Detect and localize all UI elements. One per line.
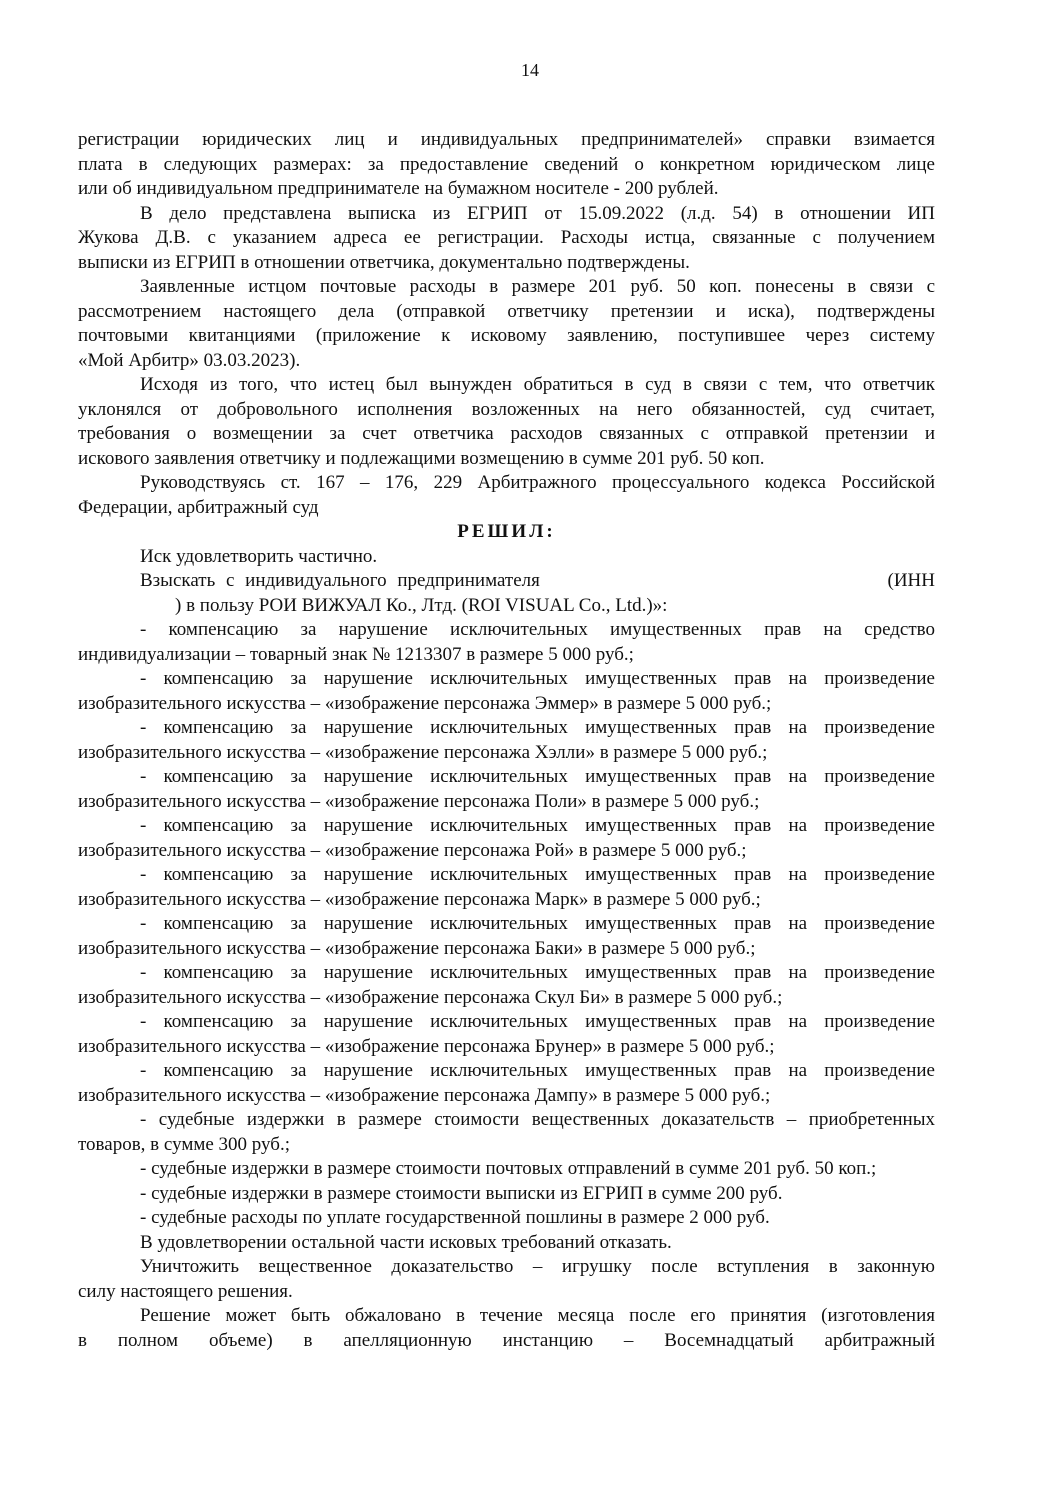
text-line: искового заявления ответчику и подлежащими возмещению в сумме 201 руб. 50 коп. xyxy=(78,447,765,469)
text-fragment: Взыскать с индивидуального предпринимателя xyxy=(140,570,540,591)
paragraph xyxy=(78,863,935,912)
text-line: индивидуализации – товарный знак № 1213307 в размере 5 000 руб.; xyxy=(78,643,634,665)
text-line: Заявленные истцом почтовые расходы в размере 201 руб. 50 коп. понесены в связи с xyxy=(140,276,935,297)
paragraph xyxy=(78,912,935,961)
text-line: - судебные издержки в размере стоимости выписки из ЕГРИП в сумме 200 руб. xyxy=(140,1182,783,1204)
text-line: - компенсацию за нарушение исключительных имущественных прав на средство xyxy=(140,619,935,640)
paragraph xyxy=(78,594,935,619)
text-line: требования о возмещении за счет ответчика расходов связанных с отправкой претензии и xyxy=(78,423,935,444)
paragraph xyxy=(78,1182,935,1207)
paragraph xyxy=(78,275,935,373)
text-line: изобразительного искусства – «изображение персонажа Хэлли» в размере 5 000 руб.; xyxy=(78,741,768,763)
paragraph xyxy=(78,667,935,716)
paragraph xyxy=(78,1157,935,1182)
text-line: «Мой Арбитр» 03.03.2023). xyxy=(78,349,301,371)
paragraph xyxy=(78,1231,935,1256)
text-line: Исходя из того, что истец был вынужден обратиться в суд в связи с тем, что ответчик xyxy=(140,374,935,395)
text-line: изобразительного искусства – «изображение персонажа Поли» в размере 5 000 руб.; xyxy=(78,790,760,812)
text-line: - компенсацию за нарушение исключительных имущественных прав на произведение xyxy=(140,1060,935,1081)
paragraph xyxy=(78,471,935,520)
paragraph xyxy=(78,716,935,765)
text-line: выписки из ЕГРИП в отношении ответчика, документально подтверждены. xyxy=(78,251,690,273)
text-line: - судебные расходы по уплате государственной пошлины в размере 2 000 руб. xyxy=(140,1207,770,1228)
text-line: или об индивидуальном предпринимателе на бумажном носителе - 200 рублей. xyxy=(78,178,719,199)
text-line: изобразительного искусства – «изображение персонажа Баки» в размере 5 000 руб.; xyxy=(78,937,756,959)
text-line: ) в пользу РОИ ВИЖУАЛ Ко., Лтд. (ROI VISUAL Co., Ltd.)»: xyxy=(175,594,668,616)
page-number: 14 xyxy=(521,60,539,80)
text-line: - компенсацию за нарушение исключительных имущественных прав на произведение xyxy=(140,1011,935,1032)
paragraph xyxy=(78,1304,935,1353)
text-line: В удовлетворении остальной части исковых требований отказать. xyxy=(140,1231,672,1253)
text-line: в полном объеме) в апелляционную инстанцию – Восемнадцатый арбитражный xyxy=(78,1329,935,1351)
text-line: РЕШИЛ: xyxy=(457,521,556,542)
text-line: - компенсацию за нарушение исключительных имущественных прав на произведение xyxy=(140,962,935,983)
text-line: изобразительного искусства – «изображение персонажа Марк» в размере 5 000 руб.; xyxy=(78,888,761,910)
section-heading xyxy=(78,520,935,545)
text-line: - компенсацию за нарушение исключительных имущественных прав на произведение xyxy=(140,815,935,836)
text-line: - судебные издержки в размере стоимости вещественных доказательств – приобретенных xyxy=(140,1109,935,1130)
text-line: изобразительного искусства – «изображение персонажа Рой» в размере 5 000 руб.; xyxy=(78,839,747,861)
paragraph xyxy=(78,128,935,202)
text-line: Жукова Д.В. с указанием адреса ее регистрации. Расходы истца, связанные с получением xyxy=(78,227,935,248)
paragraph xyxy=(78,1206,935,1231)
text-line: товаров, в сумме 300 руб.; xyxy=(78,1133,291,1155)
paragraph xyxy=(78,1010,935,1059)
paragraph xyxy=(78,814,935,863)
paragraph xyxy=(78,1108,935,1157)
text-line: изобразительного искусства – «изображение персонажа Дампу» в размере 5 000 руб.; xyxy=(78,1084,771,1106)
text-line xyxy=(78,569,935,594)
paragraph xyxy=(78,1255,935,1304)
text-line: В дело представлена выписка из ЕГРИП от 15.09.2022 (л.д. 54) в отношении ИП xyxy=(140,202,935,224)
text-line: силу настоящего решения. xyxy=(78,1280,293,1302)
text-line: Уничтожить вещественное доказательство – игрушку после вступления в законную xyxy=(140,1256,935,1277)
text-line: - компенсацию за нарушение исключительных имущественных прав на произведение xyxy=(140,668,935,689)
text-line: Иск удовлетворить частично. xyxy=(140,545,378,567)
paragraph xyxy=(78,545,935,570)
text-line: Федерации, арбитражный суд xyxy=(78,496,319,518)
paragraph xyxy=(78,202,935,276)
text-line: регистрации юридических лиц и индивидуальных предпринимателей» справки взимается xyxy=(78,129,935,150)
text-line: - компенсацию за нарушение исключительных имущественных прав на произведение xyxy=(140,766,935,787)
text-line: - компенсацию за нарушение исключительных имущественных прав на произведение xyxy=(140,913,935,934)
text-line: изобразительного искусства – «изображение персонажа Брунер» в размере 5 000 руб.; xyxy=(78,1035,775,1057)
paragraph xyxy=(78,618,935,667)
paragraph xyxy=(78,1059,935,1108)
document-body xyxy=(78,128,935,1353)
text-line: - компенсацию за нарушение исключительных имущественных прав на произведение xyxy=(140,864,935,885)
paragraph xyxy=(78,765,935,814)
text-line: плата в следующих размерах: за предоставление сведений о конкретном юридическом лице xyxy=(78,153,935,175)
text-line: - судебные издержки в размере стоимости почтовых отправлений в сумме 201 руб. 50 коп.; xyxy=(140,1158,877,1179)
paragraph xyxy=(78,373,935,471)
text-line: уклонялся от добровольного исполнения возложенных на него обязанностей, суд считает, xyxy=(78,398,935,420)
text-line: изобразительного искусства – «изображение персонажа Скул Би» в размере 5 000 руб.; xyxy=(78,986,783,1008)
paragraph xyxy=(78,569,935,594)
text-line: Решение может быть обжаловано в течение месяца после его принятия (изготовления xyxy=(140,1305,935,1326)
text-fragment: (ИНН xyxy=(887,570,935,591)
paragraph xyxy=(78,961,935,1010)
text-line: Руководствуясь ст. 167 – 176, 229 Арбитражного процессуального кодекса Российской xyxy=(140,472,935,493)
text-line: рассмотрением настоящего дела (отправкой ответчику претензии и иска), подтверждены xyxy=(78,300,935,322)
text-line: почтовыми квитанциями (приложение к исковому заявлению, поступившее через систему xyxy=(78,325,935,346)
text-line: изобразительного искусства – «изображение персонажа Эммер» в размере 5 000 руб.; xyxy=(78,692,772,714)
text-line: - компенсацию за нарушение исключительных имущественных прав на произведение xyxy=(140,717,935,738)
